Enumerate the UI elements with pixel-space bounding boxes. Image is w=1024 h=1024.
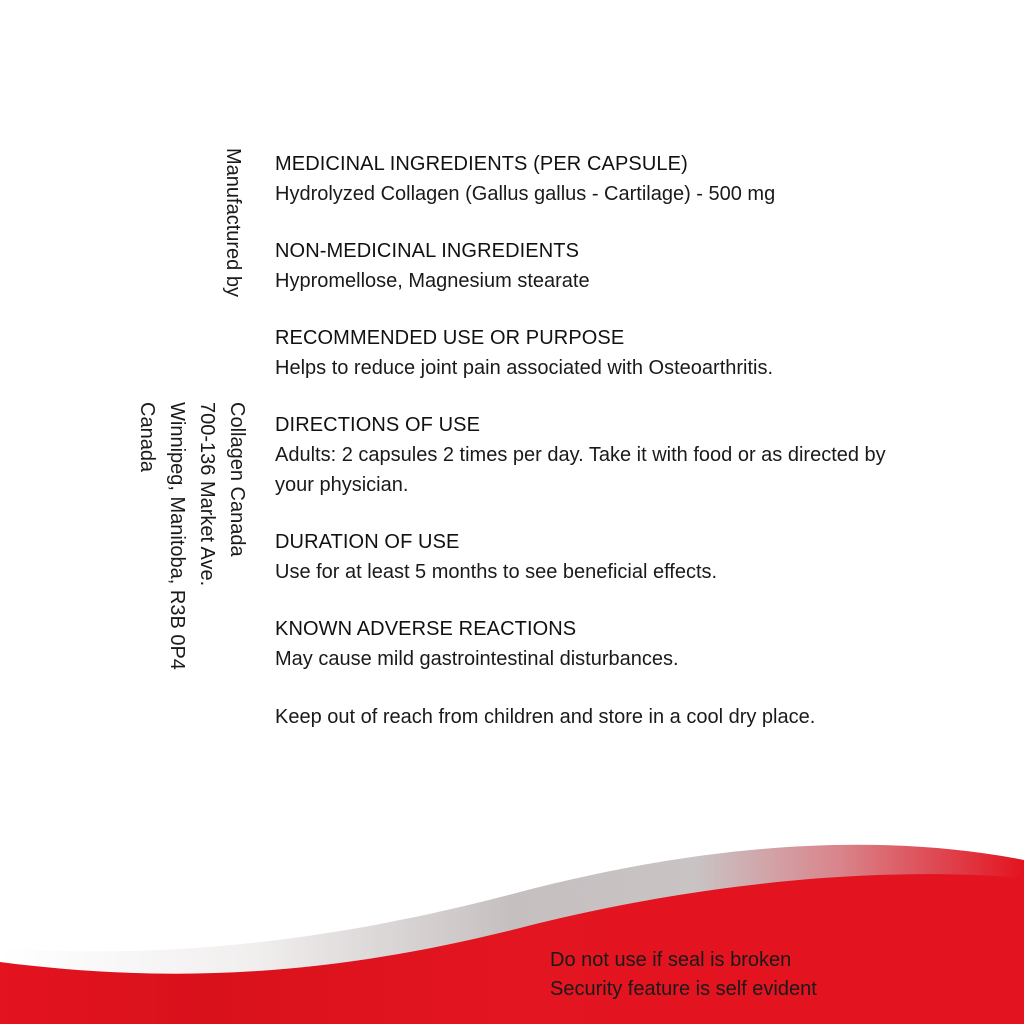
section-heading: DIRECTIONS OF USE — [275, 414, 481, 436]
section-directions-of-use — [275, 411, 895, 500]
section-heading: NON-MEDICINAL INGREDIENTS — [275, 240, 580, 262]
manufacturer-address — [132, 402, 252, 742]
section-heading: MEDICINAL INGREDIENTS (PER CAPSULE) — [275, 153, 688, 175]
label-content — [275, 150, 895, 760]
manufacturer-street: 700-136 Market Ave. — [196, 402, 218, 587]
section-duration-of-use — [275, 528, 895, 587]
section-storage — [275, 702, 895, 732]
storage-note: Keep out of reach from children and store in a cool dry place. — [275, 706, 816, 728]
section-body: Hydrolyzed Collagen (Gallus gallus - Cartilage) - 500 mg — [275, 183, 776, 205]
section-body: Helps to reduce joint pain associated with Osteoarthritis. — [275, 357, 774, 379]
manufacturer-name: Collagen Canada — [226, 402, 248, 557]
section-non-medicinal-ingredients — [275, 237, 895, 296]
section-heading: KNOWN ADVERSE REACTIONS — [275, 618, 577, 640]
section-body: Use for at least 5 months to see beneficial effects. — [275, 561, 718, 583]
section-body: May cause mild gastrointestinal disturbances. — [275, 648, 679, 670]
manufactured-by-label: Manufactured by — [222, 148, 244, 297]
section-heading: RECOMMENDED USE OR PURPOSE — [275, 327, 625, 349]
section-known-adverse-reactions — [275, 615, 895, 674]
warning-line-2: Security feature is self evident — [550, 978, 817, 1000]
section-medicinal-ingredients — [275, 150, 895, 209]
warning-notice — [550, 946, 1010, 1004]
manufacturer-country: Canada — [136, 402, 158, 473]
section-recommended-use — [275, 324, 895, 383]
section-body: Adults: 2 capsules 2 times per day. Take it with food or as directed by your physician. — [275, 444, 886, 496]
manufacturer-city: Winnipeg, Manitoba, R3B 0P4 — [166, 402, 188, 670]
section-heading: DURATION OF USE — [275, 531, 460, 553]
section-body: Hypromellose, Magnesium stearate — [275, 270, 590, 292]
warning-line-1: Do not use if seal is broken — [550, 949, 792, 971]
